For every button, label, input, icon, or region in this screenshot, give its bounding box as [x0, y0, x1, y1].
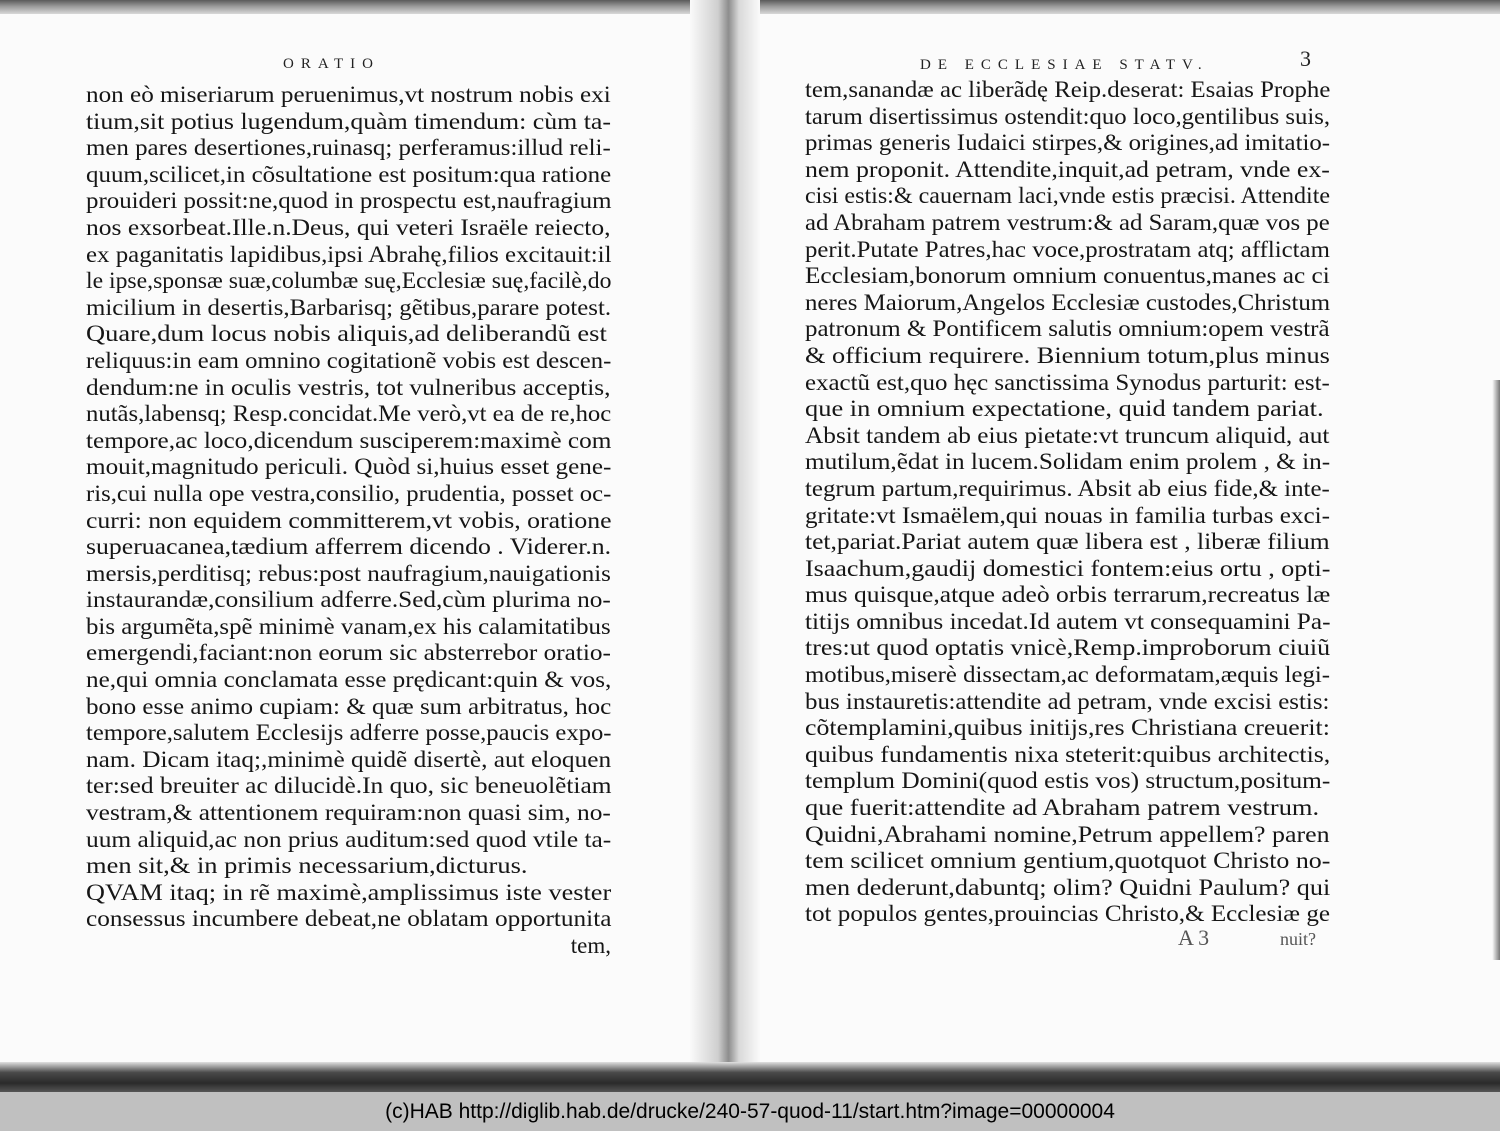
right-running-head: DE ECCLESIAE STATV.: [920, 57, 1209, 73]
text-line: prouideri possit:ne,quod in prospectu est,naufragium: [86, 188, 612, 214]
text-line: Absit tandem ab eius pietate:vt truncum aliquid, aut: [805, 422, 1330, 448]
text-line: cisi estis:& cauernam laci,vnde estis præcisi. Attendite: [805, 183, 1331, 209]
text-line: mutilum,ẽdat in lucem.Solidam enim prolem , & in-: [805, 449, 1331, 475]
text-line: tem,sanandæ ac liberãdę Reip.deserat: Esaias Prophe: [805, 77, 1331, 102]
text-line: bus instauretis:attendite ad petram, vnde excisi estis:: [805, 688, 1330, 714]
text-line: tres:ut quod optatis vnicè,Remp.improborum ciuiũ: [805, 635, 1331, 661]
text-line: primas generis Iudaici stirpes,& origines,ad imitatio-: [805, 130, 1331, 156]
signature-mark: A 3: [1178, 925, 1210, 950]
page-edge-shadow: [1492, 380, 1500, 960]
text-line: motibus,miserè dissectam,ac deformatam,æquis legi-: [805, 662, 1330, 688]
text-line: tium,sit potius lugendum,quàm timendum: cùm ta-: [86, 108, 611, 134]
text-line: non eò miseriarum peruenimus,vt nostrum nobis exi: [86, 82, 611, 107]
text-line: tarum disertissimus ostendit:quo loco,gentilibus suis,: [805, 103, 1331, 129]
text-line: ad Abraham patrem vestrum:& ad Saram,quæ vos pe: [805, 209, 1330, 235]
text-line: mouit,magnitudo periculi. Quòd si,huius esset gene-: [86, 454, 612, 480]
text-line: tegrum partum,requirimus. Absit ab eius fide,& inte-: [805, 475, 1330, 501]
text-line: men pares desertiones,ruinasq; perferamus:illud reli-: [86, 135, 611, 161]
text-line: instaurandæ,consilium adferre.Sed,cùm plurima no-: [86, 587, 611, 613]
book-gutter: [690, 0, 760, 1073]
text-line: nos exsorbeat.Ille.n.Deus, qui veteri Israële reiecto,: [86, 214, 611, 240]
text-line: que fuerit:attendite ad Abraham patrem vestrum.: [805, 795, 1320, 821]
text-line: consessus incumbere debeat,ne oblatam opportunita: [86, 906, 612, 932]
text-line: exactũ est,quo hęc sanctissima Synodus parturit: est-: [805, 369, 1330, 395]
text-line: ter:sed breuiter ac dilucidè.In quo, sic beneuolẽtiam: [86, 773, 612, 799]
text-line: mus quisque,atque adeò orbis terrarum,recreatus læ: [805, 582, 1331, 608]
text-line: mersis,perditisq; rebus:post naufragium,nauigationis: [86, 560, 611, 586]
text-line: tot populos gentes,prouincias Christo,& Ecclesiæ ge: [805, 901, 1331, 927]
text-line: tempore,salutem Ecclesijs adferre posse,paucis expo-: [86, 720, 612, 746]
text-line: & officium requirere. Biennium totum,plus minus: [805, 342, 1330, 368]
text-line: titijs omnibus incedat.Id autem vt consequamini Pa-: [805, 608, 1331, 634]
text-line: curri: non equidem committerem,vt vobis, oratione: [86, 507, 612, 533]
text-line: dendum:ne in oculis vestris, tot vulneribus acceptis,: [86, 374, 611, 400]
text-line: neres Maiorum,Angelos Ecclesiæ custodes,Christum: [805, 289, 1331, 315]
text-line: quibus fundamentis nixa steterit:quibus architectis,: [805, 741, 1331, 767]
text-line-catch: tem,: [570, 933, 611, 958]
text-line: tet,pariat.Pariat autem quæ libera est , liberæ filium: [805, 529, 1330, 555]
text-line: nutãs,labensq; Resp.concidat.Me verò,vt ea de re,hoc: [86, 401, 612, 427]
text-line: Ecclesiam,bonorum omnium conuentus,manes ac ci: [805, 263, 1330, 289]
page-number: 3: [1300, 46, 1311, 71]
text-line: reliquus:in eam omnino cogitationẽ vobis est descen-: [86, 347, 612, 373]
text-line: ne,qui omnia conclamata esse prędicant:quin & vos,: [86, 667, 612, 693]
text-line: ris,cui nulla ope vestra,consilio, prudentia, posset oc-: [86, 480, 612, 506]
text-line: Quidni,Abrahami nomine,Petrum appellem? paren: [805, 821, 1330, 847]
text-line: tempore,ac loco,dicendum susciperem:maximè com: [86, 427, 612, 453]
text-line: le ipse,sponsæ suæ,columbæ suę,Ecclesiæ suę,facilè,do: [86, 268, 612, 294]
text-line: nam. Dicam itaq;,minimè quidẽ disertè, aut eloquen: [86, 746, 612, 772]
text-line: quum,scilicet,in cõsultatione est positum:qua ratione: [86, 161, 612, 187]
copyright-footer: (c)HAB http://diglib.hab.de/drucke/240-57-quod-11/start.htm?image=00000004: [0, 1092, 1500, 1131]
text-line: templum Domini(quod estis vos) structum,positum-: [805, 768, 1331, 794]
text-line: Isaachum,gaudij domestici fontem:eius ortu , opti-: [805, 555, 1331, 581]
scan-bottom-edge: [0, 1062, 1500, 1092]
text-line: tem scilicet omnium gentium,quotquot Christo no-: [805, 848, 1331, 874]
text-line: superuacanea,tædium afferrem dicendo . Viderer.n.: [86, 534, 612, 560]
text-line: patronum & Pontificem salutis omnium:opem vestrã: [805, 316, 1330, 342]
text-line: micilium in desertis,Barbarisq; gẽtibus,parare potest.: [86, 294, 612, 320]
text-line: Quare,dum locus nobis aliquis,ad deliberandũ est: [86, 321, 607, 347]
text-line: cõtemplamini,quibus initijs,res Christiana creuerit:: [805, 715, 1330, 741]
text-line: perit.Putate Patres,hac voce,prostratam atq; afflictam: [805, 236, 1330, 262]
left-running-head: ORATIO: [283, 56, 380, 72]
text-line: gritate:vt Ismaëlem,qui nouas in familia turbas exci-: [805, 502, 1330, 528]
text-line: QVAM itaq; in rẽ maximè,amplissimus iste vester: [86, 879, 612, 905]
catchword: nuit?: [1280, 929, 1316, 949]
text-line: men sit,& in primis necessarium,dicturus.: [86, 853, 528, 879]
text-line: ex paganitatis lapidibus,ipsi Abrahę,filios excitauit:il: [86, 241, 612, 267]
text-line: emergendi,faciant:non eorum sic absterrebor oratio-: [86, 640, 611, 666]
left-page-text: [86, 82, 611, 960]
text-line: bis argumẽta,spẽ minimè vanam,ex his calamitatibus: [86, 613, 611, 639]
text-line: bono esse animo cupiam: & quæ sum arbitratus, hoc: [86, 693, 612, 719]
right-page-text: [805, 77, 1330, 928]
text-line: vestram,& attentionem requiram:non quasi sim, no-: [86, 800, 611, 826]
text-line: uum aliquid,ac non prius auditum:sed quod vtile ta-: [86, 826, 612, 852]
text-line: que in omnium expectatione, quid tandem pariat.: [805, 396, 1324, 422]
text-line: men dederunt,dabuntq; olim? Quidni Paulum? qui: [805, 874, 1331, 900]
text-line: nem proponit. Attendite,inquit,ad petram, vnde ex-: [805, 156, 1330, 182]
